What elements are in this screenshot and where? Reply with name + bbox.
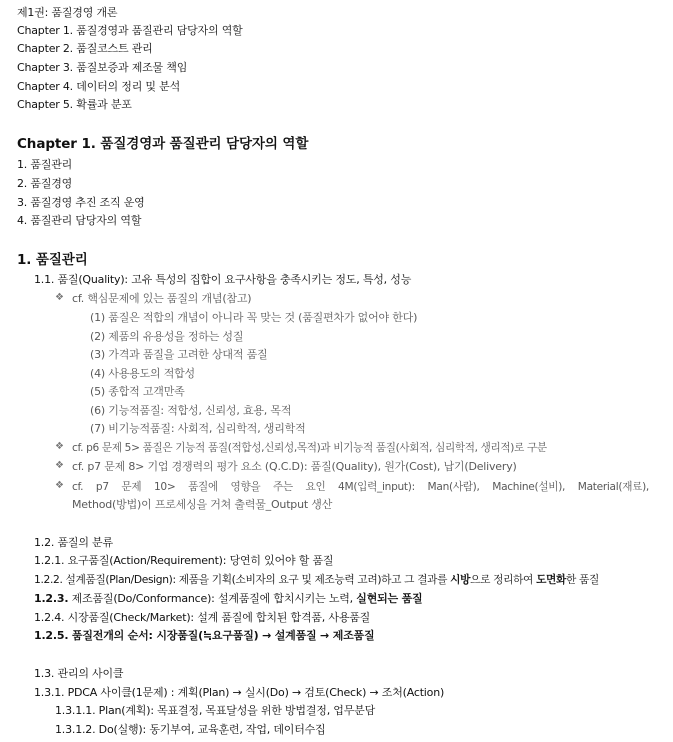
emphasis: 실현되는 품질 — [356, 592, 423, 605]
item-1-3-1: 1.3.1. PDCA 사이클(1문제) : 계획(Plan) → 실시(Do) → 검토(Check) → 조처(Action) — [34, 686, 445, 699]
concept-item: (1) 품질은 적합의 개념이 아니라 꼭 맞는 것 (품질편차가 없어야 한다) — [90, 311, 418, 324]
item-1-3-1-1: 1.3.1.1. Plan(계획): 목표결정, 목표달성을 위한 방법결정, 업무분담 — [55, 704, 375, 717]
section-heading: 1. 품질관리 — [17, 252, 88, 268]
item-1-2-2 — [34, 573, 669, 587]
item-1-2-1: 1.2.1. 요구품질(Action/Requirement): 당연히 있어야 할 품질 — [34, 554, 334, 567]
toc-item: Chapter 3. 품질보증과 제조물 책임 — [17, 61, 188, 74]
item-text: 제조품질(Do/Conformance): 설계품질에 합치시키는 노력, — [68, 592, 357, 605]
outline-item: 2. 품질경영 — [17, 177, 73, 190]
cf-note: cf. p7 문제 8> 기업 경쟁력의 평가 요소 (Q.C.D): 품질(Quality), 원가(Cost), 납기(Delivery) — [72, 460, 517, 473]
item-text: 으로 정리하여 — [470, 573, 537, 586]
toc-item: Chapter 1. 품질경영과 품질관리 담당자의 역할 — [17, 24, 243, 37]
subsection-1-1: 1.1. 품질(Quality): 고유 특성의 집합이 요구사항을 충족시키는 정도, 특성, 성능 — [34, 273, 412, 286]
toc-item: Chapter 2. 품질코스트 관리 — [17, 42, 153, 55]
toc-item: Chapter 5. 확률과 분포 — [17, 98, 132, 111]
toc-item: 제1권: 품질경영 개론 — [17, 6, 118, 19]
diamond-bullet-icon: ❖ — [55, 480, 64, 491]
outline-item: 4. 품질관리 담당자의 역할 — [17, 214, 142, 227]
subsection-1-3: 1.3. 관리의 사이클 — [34, 667, 124, 680]
concept-item: (2) 제품의 유용성을 정하는 성질 — [90, 330, 244, 343]
item-1-2-5: 1.2.5. 품질전개의 순서: 시장품질(≒요구품질) → 설계품질 → 제조품질 — [34, 629, 375, 642]
chapter-heading: Chapter 1. 품질경영과 품질관리 담당자의 역할 — [17, 136, 309, 152]
diamond-bullet-icon: ❖ — [55, 292, 64, 303]
cf-note: cf. p7 문제 10> 품질에 영향을 주는 요인 4M(입력_input): Man(사람), Machine(설비), Material(재료), — [72, 481, 649, 493]
diamond-bullet-icon: ❖ — [55, 460, 64, 471]
item-text: 한 품질 — [566, 573, 599, 586]
concept-item: (5) 종합적 고객만족 — [90, 385, 185, 398]
concept-item: (4) 사용용도의 적합성 — [90, 367, 195, 380]
cf-note-continued: Method(방법)이 프로세싱을 거쳐 출력물_Output 생산 — [72, 498, 333, 511]
item-text: 1.2.2. 설계품질(Plan/Design): 제품을 기획(소비자의 요구 및 제조능력 고려)하고 그 결과를 — [34, 573, 451, 586]
outline-item: 3. 품질경영 추진 조직 운영 — [17, 196, 145, 209]
toc-item: Chapter 4. 데이터의 정리 및 분석 — [17, 80, 180, 93]
item-number: 1.2.3. — [34, 592, 69, 605]
concept-item: (6) 기능적품질: 적합성, 신뢰성, 효용, 목적 — [90, 404, 292, 417]
item-1-2-4: 1.2.4. 시장품질(Check/Market): 설계 품질에 합치된 합격품, 사용품질 — [34, 611, 371, 624]
concept-item: (7) 비기능적품질: 사회적, 심리학적, 생리학적 — [90, 422, 306, 435]
item-1-2-3 — [34, 592, 669, 606]
cf-note: cf. p6 문제 5> 품질은 기능적 품질(적합성,신뢰성,목적)과 비기능적 품질(사회적, 심리학적, 생리적)로 구분 — [72, 442, 547, 454]
subsection-1-2: 1.2. 품질의 분류 — [34, 536, 113, 549]
concept-item: (3) 가격과 품질을 고려한 상대적 품질 — [90, 348, 268, 361]
diamond-bullet-icon: ❖ — [55, 441, 64, 452]
emphasis: 도면화 — [536, 573, 567, 586]
item-1-3-1-2: 1.3.1.2. Do(실행): 동기부여, 교육훈련, 작업, 데이터수집 — [55, 723, 326, 736]
emphasis: 시방 — [450, 573, 471, 586]
cf-note: cf. 핵심문제에 있는 품질의 개념(참고) — [72, 292, 252, 305]
outline-item: 1. 품질관리 — [17, 158, 73, 171]
